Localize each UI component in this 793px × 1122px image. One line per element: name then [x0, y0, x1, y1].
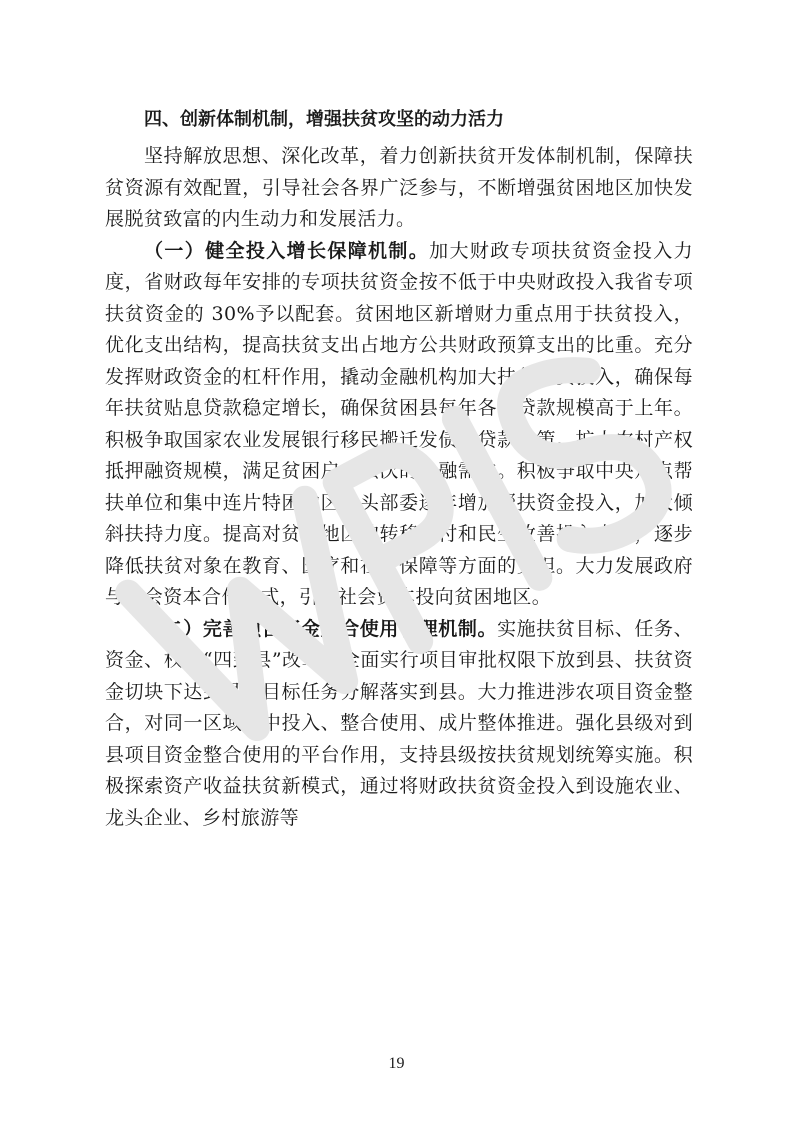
- document-body: [105, 104, 693, 834]
- paragraph-fund-lead: （二）完善项目资金整合使用管理机制。: [144, 617, 498, 640]
- paragraph-fund-text: 实施扶贫目标、任务、资金、权责“四到县”改革，全面实行项目审批权限下放到县、扶贫资金切块下达到县、目标任务分解落实到县。大力推进涉农项目资金整合，对同一区域集中投入、整合使用、成片整体推进。强化县级对到县项目资金整合使用的平台作用，支持县级按扶贫规划统筹实施。积极探索资产收益扶贫新模式，通过将财政扶贫资金投入到设施农业、龙头企业、乡村旅游等: [105, 617, 693, 829]
- paragraph-investment-text: 加大财政专项扶贫资金投入力度，省财政每年安排的专项扶贫资金按不低于中央财政投入我省专项扶贫资金的 30%予以配套。贫困地区新增财力重点用于扶贫投入，优化支出结构，提高扶贫支出占地方公共财政预算支出的比重。充分发挥财政资金的杠杆作用，撬动金融机构加大扶贫信贷投入，确保每年扶贫贴息贷款稳定增长，确保贫困县每年各项贷款规模高于上年。积极争取国家农业发展银行移民搬迁发债和贷款政策。扩大农村产权抵押融资规模，满足贫困户多层次的金融需求。积极争取中央定点帮扶单位和集中连片特困地区牵头部委逐年增加帮扶资金投入，加大倾斜扶持力度。提高对贫困地区的转移支付和民生改善投入水平，逐步降低扶贫对象在教育、医疗和社会保障等方面的负担。大力发展政府与社会资本合作模式，引导社会资本投向贫困地区。: [105, 239, 693, 608]
- paragraph-investment-lead: （一）健全投入增长保障机制。: [144, 239, 430, 262]
- paragraph-investment-mechanism: [105, 236, 693, 614]
- page-number: 19: [388, 1055, 405, 1072]
- paragraph-intro: [105, 141, 693, 236]
- paragraph-fund-integration: [105, 614, 693, 835]
- paragraph-intro-text: 坚持解放思想、深化改革，着力创新扶贫开发体制机制，保障扶贫资源有效配置，引导社会各界广泛参与，不断增强贫困地区加快发展脱贫致富的内生动力和发展活力。: [105, 145, 693, 230]
- section-heading: 四、创新体制机制，增强扶贫攻坚的动力活力: [144, 109, 504, 130]
